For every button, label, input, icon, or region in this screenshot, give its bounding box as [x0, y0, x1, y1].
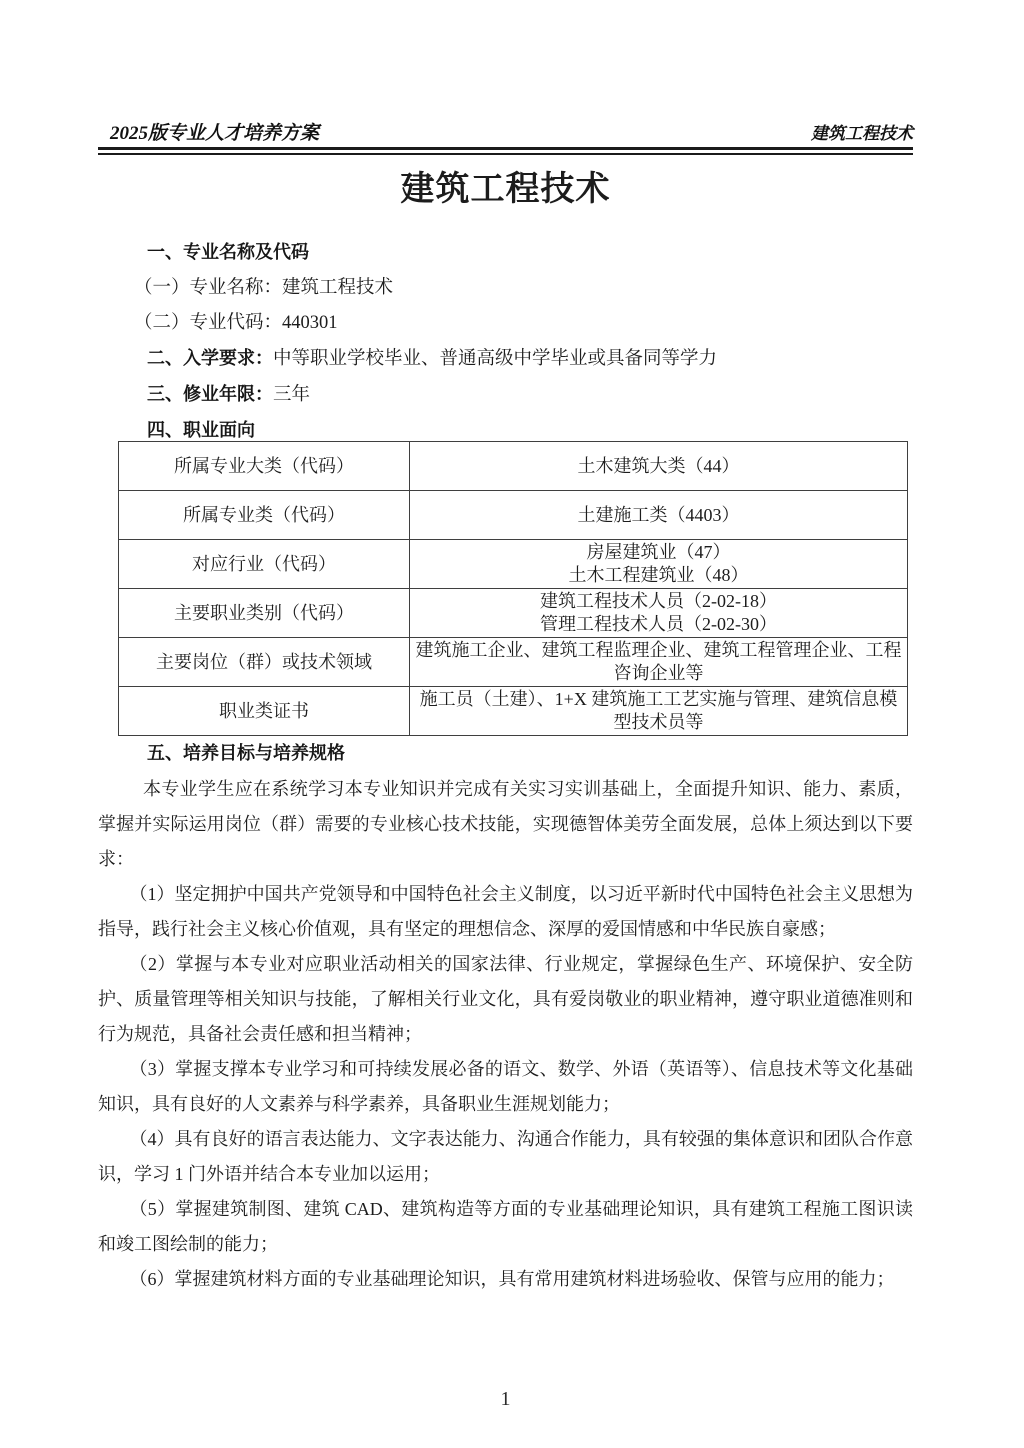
section-1-item-name: （一）专业名称：建筑工程技术 [134, 278, 394, 298]
table-row [119, 491, 908, 540]
header-rule [98, 147, 913, 155]
table-row-value [410, 491, 908, 540]
header-left-text: 2025版专业人才培养方案 [110, 123, 320, 144]
section-3-heading: 三、修业年限：三年 [147, 384, 311, 405]
table-row [119, 540, 908, 589]
section-2-heading: 二、入学要求：中等职业学校毕业、普通高级中学毕业或具备同等学力 [147, 348, 718, 369]
table-row [119, 442, 908, 491]
table-value-line: 建筑施工企业、建筑工程监理企业、建筑工程管理企业、工程咨询企业等 [415, 640, 902, 683]
table-row [119, 589, 908, 638]
training-objectives [98, 772, 913, 1297]
section-1-heading: 一、专业名称及代码 [147, 242, 309, 262]
table-value-line: 管理工程技术人员（2-02-30） [540, 614, 777, 634]
table-row-value [410, 687, 908, 736]
header-right-text: 建筑工程技术 [811, 124, 913, 143]
text-block [98, 0, 913, 1448]
occupation-table-container [118, 441, 907, 736]
table-row-label: 职业类证书 [119, 687, 410, 736]
training-requirement: （3）掌握支撑本专业学习和可持续发展必备的语文、数学、外语（英语等）、信息技术等文化基础知识，具有良好的人文素养与科学素养，具备职业生涯规划能力； [98, 1059, 913, 1114]
table-row-label: 主要职业类别（代码） [119, 589, 410, 638]
training-requirement: （6）掌握建筑材料方面的专业基础理论知识，具有常用建筑材料进场验收、保管与应用的能力； [129, 1269, 895, 1289]
section-4-heading: 四、职业面向 [147, 420, 255, 440]
section-1-item-code: （二）专业代码：440301 [134, 313, 338, 333]
page-number: 1 [500, 1388, 511, 1410]
training-intro-paragraph: 本专业学生应在系统学习本专业知识并完成有关实习实训基础上，全面提升知识、能力、素质，掌握并实际运用岗位（群）需要的专业核心技术技能，实现德智体美劳全面发展，总体上须达到以下要求： [98, 779, 913, 869]
occupation-table [118, 441, 908, 736]
table-row-value [410, 442, 908, 491]
outline-sections [98, 235, 913, 449]
header-rule-thin-line [98, 153, 913, 155]
table-value-line: 施工员（土建）、1+X 建筑施工工艺实施与管理、建筑信息模型技术员等 [419, 689, 898, 732]
table-row-label: 主要岗位（群）或技术领域 [119, 638, 410, 687]
table-row-label: 所属专业大类（代码） [119, 442, 410, 491]
table-row [119, 638, 908, 687]
training-requirement: （5）掌握建筑制图、建筑 CAD、建筑构造等方面的专业基础理论知识，具有建筑工程施工图识读和竣工图绘制的能力； [98, 1199, 913, 1254]
page-footer [98, 1384, 913, 1414]
training-items [98, 877, 913, 1297]
training-requirement: （4）具有良好的语言表达能力、文字表达能力、沟通合作能力，具有较强的集体意识和团队合作意识，学习 1 门外语并结合本专业加以运用； [98, 1129, 913, 1184]
page-header [98, 118, 913, 145]
training-requirement: （2）掌握与本专业对应职业活动相关的国家法律、行业规定，掌握绿色生产、环境保护、安全防护、质量管理等相关知识与技能，了解相关行业文化，具有爱岗敬业的职业精神，遵守职业道德准则和行为规范，具备社会责任感和担当精神； [98, 954, 913, 1044]
table-row-value [410, 638, 908, 687]
section-5-heading: 五、培养目标与培养规格 [147, 743, 345, 763]
table-row-value [410, 540, 908, 589]
table-value-line: 土木建筑大类（44） [577, 455, 740, 476]
table-row [119, 687, 908, 736]
training-requirement: （1）坚定拥护中国共产党领导和中国特色社会主义制度，以习近平新时代中国特色社会主义思想为指导，践行社会主义核心价值观，具有坚定的理想信念、深厚的爱国情感和中华民族自豪感； [98, 884, 913, 939]
table-value-line: 建筑工程技术人员（2-02-18） [540, 591, 777, 611]
occupation-table-body [119, 442, 908, 736]
table-value-line: 土建施工类（4403） [577, 504, 740, 525]
table-row-value [410, 589, 908, 638]
document-title: 建筑工程技术 [400, 171, 611, 208]
table-value-line: 土木工程建筑业（48） [568, 565, 749, 585]
table-row-label: 对应行业（代码） [119, 540, 410, 589]
table-row-label: 所属专业类（代码） [119, 491, 410, 540]
table-value-line: 房屋建筑业（47） [586, 542, 731, 562]
